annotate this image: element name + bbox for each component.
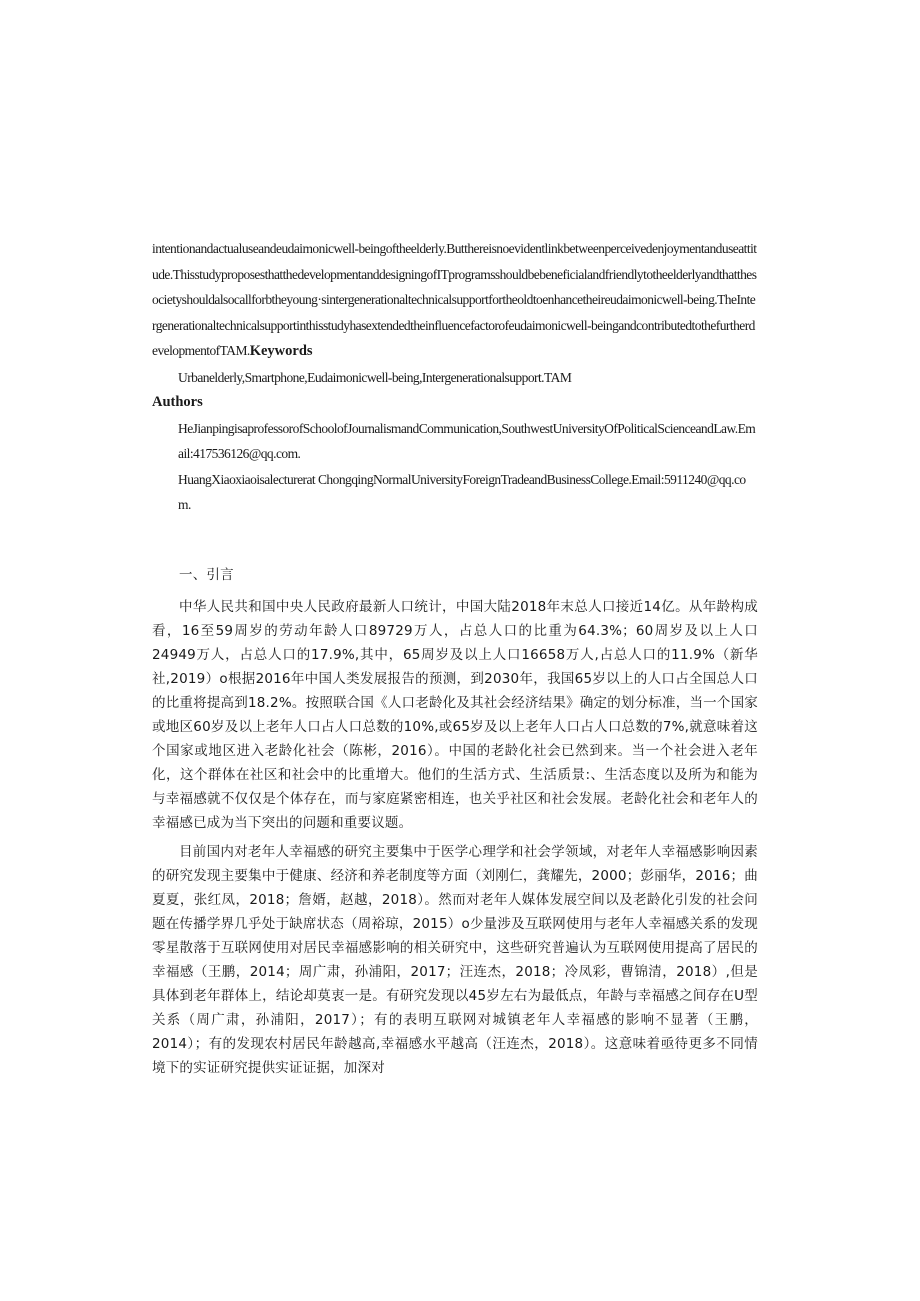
author-1: HeJianpingisaprofessorofSchoolofJournalismandCommunication,SouthwestUniversityOfPoliticalScienceandLaw.Email:417536126@qq.com.	[178, 420, 756, 461]
keywords-text: Urbanelderly,Smartphone,Eudaimonicwell-being,Intergenerationalsupport.TAM	[178, 369, 572, 385]
intro-paragraph-2: 目前国内对老年人幸福感的研究主要集中于医学心理学和社会学领域，对老年人幸福感影响因素的研究发现主要集中于健康、经济和养老制度等方面（刘刚仁，龚耀先，2000；彭丽华，2016；曲夏夏，张红凤，2018；詹婿，赵越，2018）。然而对老年人媒体发展空间以及老龄化引发的社会问题在传播学界几乎处于缺席状态（周裕琼，2015）o少量涉及互联网使用与老年人幸福感关系的发现零星散落于互联网使用对居民幸福感影响的相关研究中，这些研究普遍认为互联网使用提高了居民的幸福感（王鹏，2014；周广肃，孙浦阳，2017；汪连杰，2018；冷凤彩，曹锦清，2018）,但是具体到老年群体上，结论却莫衷一是。有研究发现以45岁左右为最低点，年龄与幸福感之间存在U型关系（周广肃，孙浦阳，2017）；有的表明互联网对城镇老年人幸福感的影响不显著（王鹏，2014）；有的发现农村居民年龄越高,幸福感水平越高（汪连杰，2018）。这意味着亟待更多不同情境下的实证研究提供实证证据，加深对	[152, 844, 758, 1076]
abstract-text	[152, 236, 758, 365]
keywords-heading: Keywords	[249, 343, 313, 359]
abstract-body: intentionandactualuseandeudaimonicwell-beingoftheelderly.Butthereisnoevidentlinkbetweenperceivedenjoymentanduseattitude.ThisstudyproposesthatthedevelopmentanddesigningofITprogramsshouldbebeneficialandfriendlytotheelderlyandthatthesocietyshouldalsocallforbtheyoung·sintergenerationaltechnicalsupportfortheoldtoenhancetheireudaimonicwell-being.TheIntergenerationaltechnicalsupportinthisstudyhasextendedtheinfluencefactorofeudaimonicwell-beingandcontributedtothefurtherdevelopmentofTAM.	[152, 241, 757, 358]
section-title: 一、引言	[179, 567, 234, 583]
chinese-section	[152, 563, 758, 1080]
author-2: HuangXiaoxiaoisalecturerat ChongqingNormalUniversityForeignTradeandBusinessCollege.Email:5911240@qq.com.	[178, 471, 746, 512]
intro-paragraph-1: 中华人民共和国中央人民政府最新人口统计，中国大陆2018年末总人口接近14亿。从年龄构成看，16至59周岁的劳动年龄人口89729万人，占总人口的比重为64.3%；60周岁及以上人口24949万人，占总人口的17.9%,其中，65周岁及以上人口16658万人,占总人口的11.9%（新华社,2019）o根据2016年中国人类发展报告的预测，到2030年，我国65岁以上的人口占全国总人口的比重将提高到18.2%。按照联合国《人口老龄化及其社会经济结果》确定的划分标准，当一个国家或地区60岁及以上老年人口占人口总数的10%,或65岁及以上老年人口占人口总数的7%,就意味着这个国家或地区进入老龄化社会（陈彬，2016）。中国的老龄化社会已然到来。当一个社会进入老年化，这个群体在社区和社会中的比重增大。他们的生活方式、生活质景:、生活态度以及所为和能为与幸福感就不仅仅是个体存在，而与家庭紧密相连，也关乎社区和社会发展。老龄化社会和老年人的幸福感已成为当下突出的问题和重要议题。	[152, 599, 758, 831]
authors-heading: Authors	[152, 394, 203, 410]
english-section	[152, 236, 758, 518]
